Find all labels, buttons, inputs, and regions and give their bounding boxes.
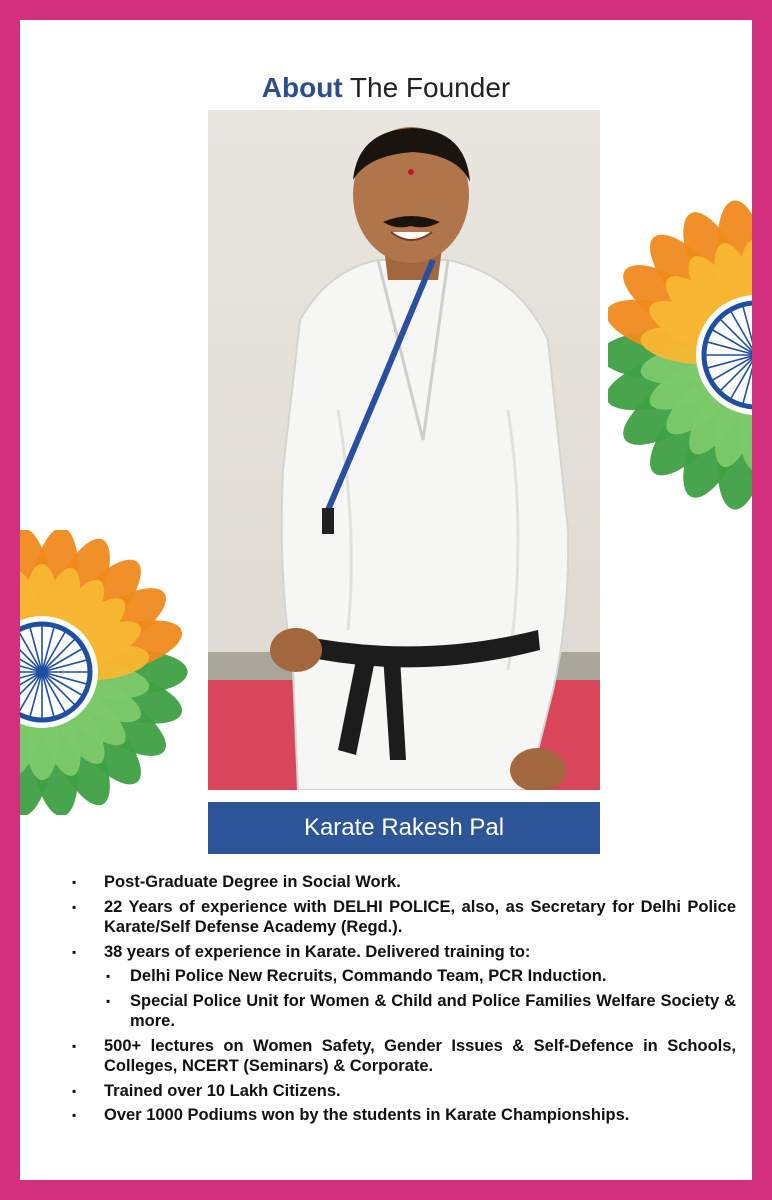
credential-item: ▪ 500+ lectures on Women Safety, Gender Issues & Self-Defence in Schools, Colleges, NCERT (Seminars) & Corporate. (104, 1036, 736, 1077)
tricolor-flower-icon (20, 530, 190, 815)
credential-item: ▪ 22 Years of experience with DELHI POLICE, also, as Secretary for Delhi Police Karate/Self Defense Academy (Regd.). (104, 897, 736, 938)
founder-name-bar: Karate Rakesh Pal (208, 802, 600, 854)
credential-text: 38 years of experience in Karate. Delivered training to: (104, 942, 531, 961)
founder-credentials (70, 872, 736, 1130)
credential-subitem: ▪ Delhi Police New Recruits, Commando Team, PCR Induction. (130, 966, 736, 987)
credential-item (104, 942, 736, 1032)
flyer-sheet (20, 20, 752, 1180)
credential-item: ▪ Trained over 10 Lakh Citizens. (104, 1081, 736, 1102)
page-title (20, 72, 752, 104)
credential-subitem: ▪ Special Police Unit for Women & Child and Police Families Welfare Society & more. (130, 991, 736, 1032)
founder-photo (208, 110, 600, 790)
title-rest: The Founder (349, 72, 511, 103)
tricolor-flower-icon (608, 195, 752, 515)
credential-item: ▪ Over 1000 Podiums won by the students in Karate Championships. (104, 1105, 736, 1126)
credential-item: ▪ Post-Graduate Degree in Social Work. (104, 872, 736, 893)
title-highlight: About (261, 72, 343, 103)
founder-figure (208, 110, 600, 790)
